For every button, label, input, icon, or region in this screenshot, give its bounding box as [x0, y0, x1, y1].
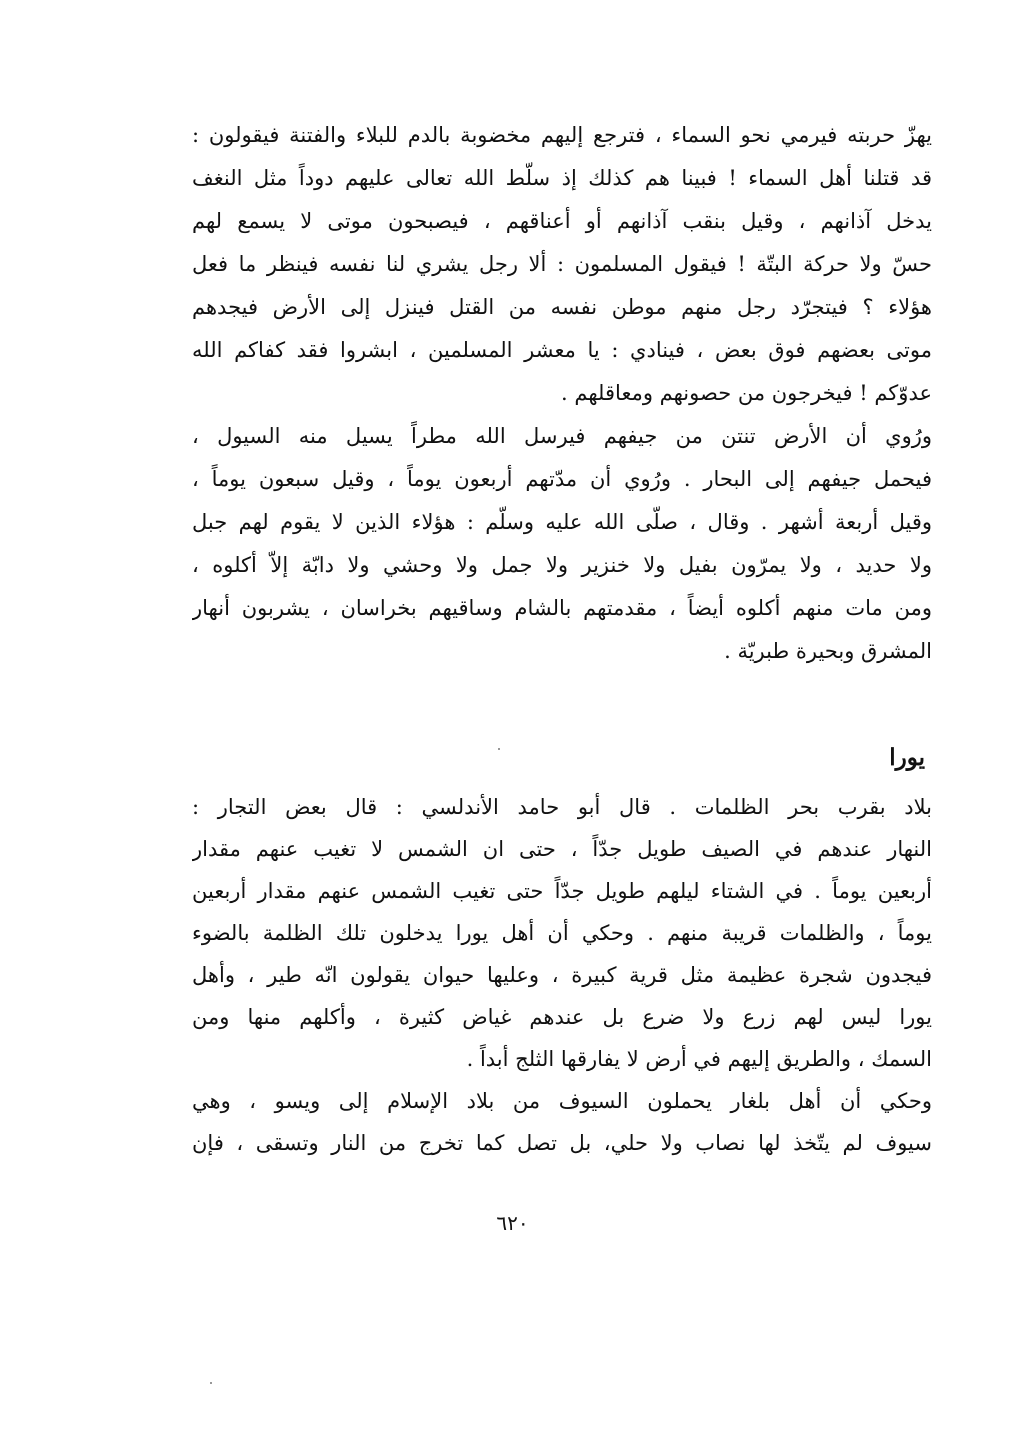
text-line: وحكي أن أهل بلغار يحملون السيوف من بلاد الإسلام إلى ويسو ، وهي — [192, 1089, 932, 1113]
text-line: هؤلاء ؟ فيتجرّد رجل منهم موطن نفسه من القتل فينزل إلى الأرض فيجدهم — [192, 295, 932, 319]
text-line: يورا ليس لهم زرع ولا ضرع بل عندهم غياض كثيرة ، وأكلهم منها ومن — [192, 1005, 932, 1029]
text-line: النهار عندهم في الصيف طويل جدّاً ، حتى ان الشمس لا تغيب عنهم مقدار — [192, 837, 932, 861]
text-line: يدخل آذانهم ، وقيل بنقب آذانهم أو أعناقهم ، فيصبحون موتى لا يسمع لهم — [192, 209, 932, 233]
text-line: ومن مات منهم أكلوه أيضاً ، مقدمتهم بالشام وساقيهم بخراسان ، يشربون أنهار — [192, 596, 932, 620]
text-line: يوماً ، والظلمات قريبة منهم . وحكي أن أهل يورا يدخلون تلك الظلمة بالضوء — [192, 921, 932, 945]
scan-speck — [210, 1382, 212, 1384]
text-line: قد قتلنا أهل السماء ! فبينا هم كذلك إذ سلّط الله تعالى عليهم دوداً مثل النغف — [192, 166, 932, 190]
text-line: موتى بعضهم فوق بعض ، فينادي : يا معشر المسلمين ، ابشروا فقد كفاكم الله — [192, 338, 932, 362]
text-line: فيجدون شجرة عظيمة مثل قرية كبيرة ، وعليها حيوان يقولون انّه طير ، وأهل — [192, 963, 932, 987]
text-line: بلاد بقرب بحر الظلمات . قال أبو حامد الأندلسي : قال بعض التجار : — [192, 795, 932, 819]
text-line: السمك ، والطريق إليهم في أرض لا يفارقها الثلج أبداً . — [466, 1047, 932, 1071]
text-line: حسّ ولا حركة البتّة ! فيقول المسلمون : ألا رجل يشري لنا نفسه فينظر ما فعل — [192, 252, 932, 276]
text-line: فيحمل جيفهم إلى البحار . ورُوي أن مدّتهم أربعون يوماً ، وقيل سبعون يوماً ، — [192, 467, 932, 491]
scan-speck — [498, 748, 500, 750]
page-number: ٦٢٠ — [496, 1211, 529, 1235]
text-line: ولا حديد ، ولا يمرّون بفيل ولا خنزير ولا جمل ولا وحشي ولا دابّة إلاّ أكلوه ، — [192, 553, 932, 577]
text-line: وقيل أربعة أشهر . وقال ، صلّى الله عليه وسلّم : هؤلاء الذين لا يقوم لهم جبل — [192, 510, 932, 534]
text-line: يهزّ حربته فيرمي نحو السماء ، فترجع إليهم مخضوبة بالدم للبلاء والفتنة فيقولون : — [192, 123, 932, 147]
text-line: أربعين يوماً . في الشتاء ليلهم طويل جدّاً حتى تغيب الشمس عنهم مقدار أربعين — [192, 879, 932, 903]
body-text-section-1 — [192, 114, 932, 673]
text-line: سيوف لم يتّخذ لها نصاب ولا حلي، بل تصل كما تخرج من النار وتسقى ، فإن — [192, 1131, 932, 1155]
text-line: ورُوي أن الأرض تنتن من جيفهم فيرسل الله مطراً يسيل منه السيول ، — [192, 424, 932, 448]
text-line: المشرق وبحيرة طبريّة . — [724, 639, 932, 663]
body-text-section-2 — [192, 786, 932, 1164]
text-line: عدوّكم ! فيخرجون من حصونهم ومعاقلهم . — [561, 381, 932, 405]
section-heading: يورا — [889, 744, 925, 771]
